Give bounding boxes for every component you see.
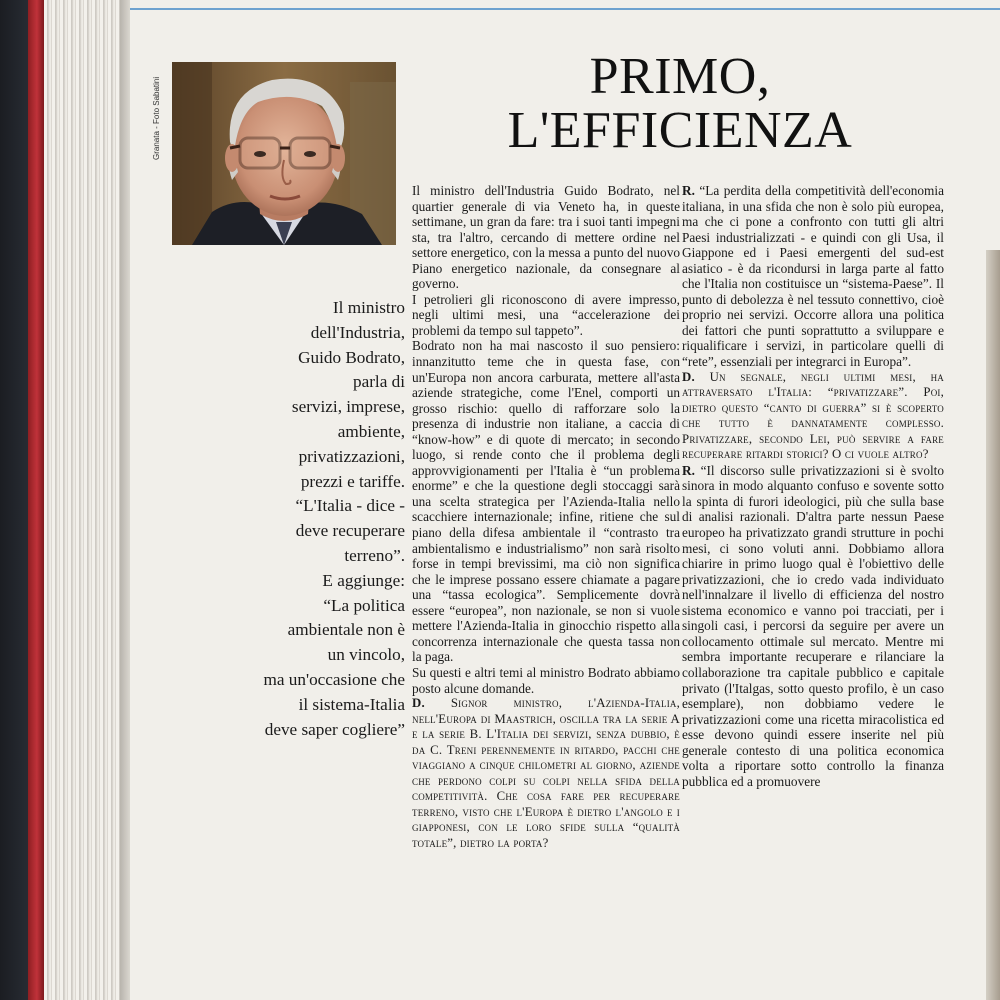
pull-line: ma un'occasione che (263, 669, 405, 689)
title-line-2: L'EFFICIENZA (507, 102, 853, 159)
pull-line: deve saper cogliere” (264, 719, 405, 739)
portrait-illustration (172, 62, 396, 245)
pull-line: ambiente, (337, 421, 405, 441)
pull-line: Guido Bodrato, (298, 347, 405, 367)
pull-line: prezzi e tariffe. (300, 471, 405, 491)
question-2 (682, 370, 944, 463)
article-title (470, 50, 890, 158)
intro-paragraph: Su questi e altri temi al ministro Bodrato abbiamo posto alcune domande. (412, 664, 680, 696)
pull-quote (230, 296, 405, 742)
question-text: Signor ministro, l'Azienda-Italia, nell'Europa di Maastrich, oscilla tra la serie A e la serie B. L'Italia dei servizi, senza dubbio, è da C. Treni perennemente in ritardo, pacchi che viaggiano a cinque chilometri al giorno, aziende che perdono colpi su colpi nella sfida della competitività. Che cosa fare per recuperare terreno, visto che l'Europa è dietro l'angolo e i giapponesi, con le loro sfide sulla “qualità totale”, dietro la porta? (412, 696, 680, 850)
answer-2 (682, 463, 944, 789)
answer-1 (682, 183, 944, 370)
top-rule (130, 8, 1000, 10)
red-spine (28, 0, 44, 1000)
pull-line: E aggiunge: (322, 570, 405, 590)
pull-line: deve recuperare (295, 521, 405, 541)
intro-paragraph: I petrolieri gli riconoscono di avere impresso, negli ultimi mesi, una “accelerazione dei problemi da tempo sul tappeto”. (412, 291, 680, 338)
pull-line: il sistema-Italia (298, 694, 405, 714)
answer-text: “Il discorso sulle privatizzazioni si è svolto sinora in modo alquanto confuso e sovente sotto la spinta di furori ideologici, più che sulla base di analisi razionali. D'altra parte nessun Paese europeo ha privatizzato grandi strutture in pochi mesi, ci sono voluti anni. Dobbiamo allora chiarire in primo luogo qual è l'obiettivo delle privatizzazioni, che io credo vada individuato nell'innalzare il livello di efficienza del nostro sistema economico e vanno poi tracciati, per i singoli casi, i percorsi da seguire per avere un collocamento ottimale sul mercato. Mentre mi sembra importante recuperare e rilanciare la collaborazione tra capitale pubblico e capitale privato (l'Italgas, sotto questo profilo, è un caso esemplare), non dobbiamo vedere le privatizzazioni come una ricetta miracolistica ed esse devono quindi essere inserite nel più generale contesto di una politica economica volta a riportare sotto controllo la finanza pubblica ed a promuovere (682, 462, 944, 789)
pull-line: ambientale non è (287, 620, 405, 640)
pull-line: dell'Industria, (310, 322, 405, 342)
answer-label: R. (682, 183, 695, 198)
portrait-photo (172, 62, 396, 245)
pull-line: terreno”. (344, 545, 405, 565)
photo-credit: Granata - Foto Sabatini (152, 76, 161, 160)
intro-paragraph: Bodrato non ha mai nascosto il suo pensiero: innanzitutto teme che in questa fase, con un'Europa non ancora carburata, mettere all'asta aziende strategiche, come l'Enel, comporti un grosso rischio: quello di rafforzare solo la presenza di industrie non italiane, a caccia di “know-how” e di quote di mercato; in secondo luogo, si rende conto che il problema degli approvvigionamenti per l'Italia è “un problema enorme” e che la questione degli stoccaggi sarà una scelta strategica per l'Azienda-Italia nello scacchiere internazionale; infine, ritiene che sul piano della difesa ambientale il “contrasto tra ambientalismo e industrialismo” non sarà risolto forse in tempi brevissimi, ma ciò non significa che le imprese possano essere chiamate a pagare una “tassa ecologica”. Semplicemente dovrà essere “europea”, non nazionale, se non si vuole mettere l'Azienda-Italia in ginocchio rispetto alla concorrenza internazionale che questa tassa non la paga. (412, 338, 680, 665)
pull-line: parla di (352, 372, 405, 392)
answer-label: R. (682, 462, 695, 478)
page-edges (44, 0, 126, 1000)
question-label: D. (412, 696, 425, 711)
right-page-edge (986, 250, 1000, 1000)
pull-line: un vincolo, (327, 645, 405, 665)
pull-line: “L'Italia - dice - (295, 496, 405, 516)
title-line-1: PRIMO, (589, 48, 771, 105)
pull-line: “La politica (323, 595, 405, 615)
pull-line: privatizzazioni, (298, 446, 405, 466)
question-text: Un segnale, negli ultimi mesi, ha attraversato l'Italia: “privatizzare”. Poi, dietro questo “canto di guerra” si è scoperto che tutto è dannatamente complesso. Privatizzare, secondo Lei, può servire a fare recuperare ritardi storici? O ci vuole altro? (682, 369, 945, 462)
intro-paragraph: Il ministro dell'Industria Guido Bodrato, nel quartier generale di via Veneto ha, in queste settimane, un gran da fare: tra i suoi tanti impegni sta, tra l'altro, cercando di mettere ordine nel settore energetico, con la messa a punto del nuovo Piano energetico nazionale, da consegnare al governo. (412, 183, 680, 292)
body-column-1 (412, 183, 680, 852)
body-column-2 (682, 183, 944, 789)
answer-text: “La perdita della competitività dell'economia italiana, in una sfida che non è solo più europea, ma che ci pone a confronto con tutti gli altri Paesi industrializzati - e quindi con gli Usa, il Giappone ed i Paesi emergenti del sud-est asiatico - è da ricondursi in larga parte al fatto che l'Italia non costituisce un “sistema-Paese”. Il punto di debolezza è nel tessuto connettivo, cioè proprio nei servizi. Occorre allora una politica dei fattori che punti soprattutto a sviluppare e riqualificare i servizi, in particolare quelli di “rete”, essenziali per integrarci in Europa”. (682, 183, 944, 370)
question-label: D. (682, 369, 695, 384)
pull-line: Il ministro (332, 298, 405, 317)
pull-line: servizi, imprese, (291, 397, 405, 417)
question-1 (412, 696, 680, 851)
